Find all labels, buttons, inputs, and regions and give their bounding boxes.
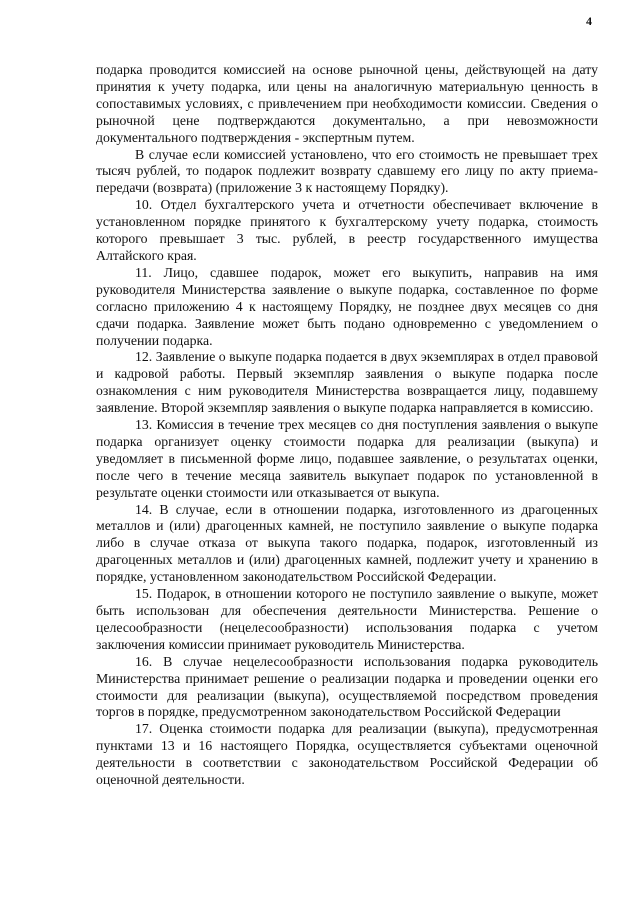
paragraph-item-11: 11. Лицо, сдавшее подарок, может его выкупить, направив на имя руководителя Министерства заявление о выкупе подарка, составленное по форме согласно приложению 4 к настоящему Порядку, не позднее двух месяцев со дня сдачи подарка. Заявление может быть подано одновременно с уведомлением о получении подарка. — [96, 264, 598, 348]
paragraph-item-13: 13. Комиссия в течение трех месяцев со дня поступления заявления о выкупе подарка организует оценку стоимости подарка для реализации (выкупа) и уведомляет в письменной форме лицо, подавшее заявление, о результатах оценки, после чего в течение месяца заявитель выкупает подарок по установленной в результате оценки стоимости или отказывается от выкупа. — [96, 417, 598, 500]
document-body — [96, 62, 598, 789]
paragraph-item-12: 12. Заявление о выкупе подарка подается в двух экземплярах в отдел правовой и кадровой работы. Первый экземпляр заявления о выкупе подарка после ознакомления с ним руководителя Министерства возвращается лицу, подавшему заявление. Второй экземпляр заявления о выкупе подарка направляется в комиссию. — [96, 349, 598, 416]
paragraph-item-17: 17. Оценка стоимости подарка для реализации (выкупа), предусмотренная пунктами 13 и 16 настоящего Порядка, осуществляется субъектами оценочной деятельности в соответствии с законодательством Российской Федерации об оценочной деятельности. — [96, 721, 598, 788]
paragraph-continuation: подарка проводится комиссией на основе рыночной цены, действующей на дату принятия к учету подарка, или цены на аналогичную материальную ценность в сопоставимых условиях, с привлечением при необходимости комиссии. Сведения о рыночной цене подтверждаются документально, а при невозможности документального подтверждения - экспертным путем. — [96, 62, 598, 145]
paragraph-item-15: 15. Подарок, в отношении которого не поступило заявление о выкупе, может быть использован для обеспечения деятельности Министерства. Решение о целесообразности (нецелесообразности) использования подарка с учетом заключения комиссии принимает руководитель Министерства. — [96, 586, 598, 652]
paragraph-return-gift: В случае если комиссией установлено, что его стоимость не превышает трех тысяч рублей, то подарок подлежит возврату сдавшему его лицу по акту приема-передачи (возврата) (приложение 3 к настоящему Порядку). — [96, 146, 598, 196]
paragraph-item-14: 14. В случае, если в отношении подарка, изготовленного из драгоценных металлов и (или) драгоценных камней, не поступило заявление о выкупе подарка либо в случае отказа от выкупа такого подарка, подарок, изготовленный из драгоценных металлов и (или) драгоценных камней, подлежит учету и хранению в порядке, установленном законодательством Российской Федерации. — [96, 501, 598, 585]
paragraph-item-16: 16. В случае нецелесообразности использования подарка руководитель Министерства принимает решение о реализации подарка и проведении оценки его стоимости для реализации (выкупа), осуществляемой посредством проведения торгов в порядке, предусмотренном законодательством Российской Федерации — [96, 653, 598, 720]
page-number: 4 — [586, 14, 592, 28]
paragraph-item-10: 10. Отдел бухгалтерского учета и отчетности обеспечивает включение в установленном порядке принятого к бухгалтерскому учету подарка, стоимость которого превышает 3 тыс. рублей, в реестр государственного имущества Алтайского края. — [96, 197, 598, 263]
